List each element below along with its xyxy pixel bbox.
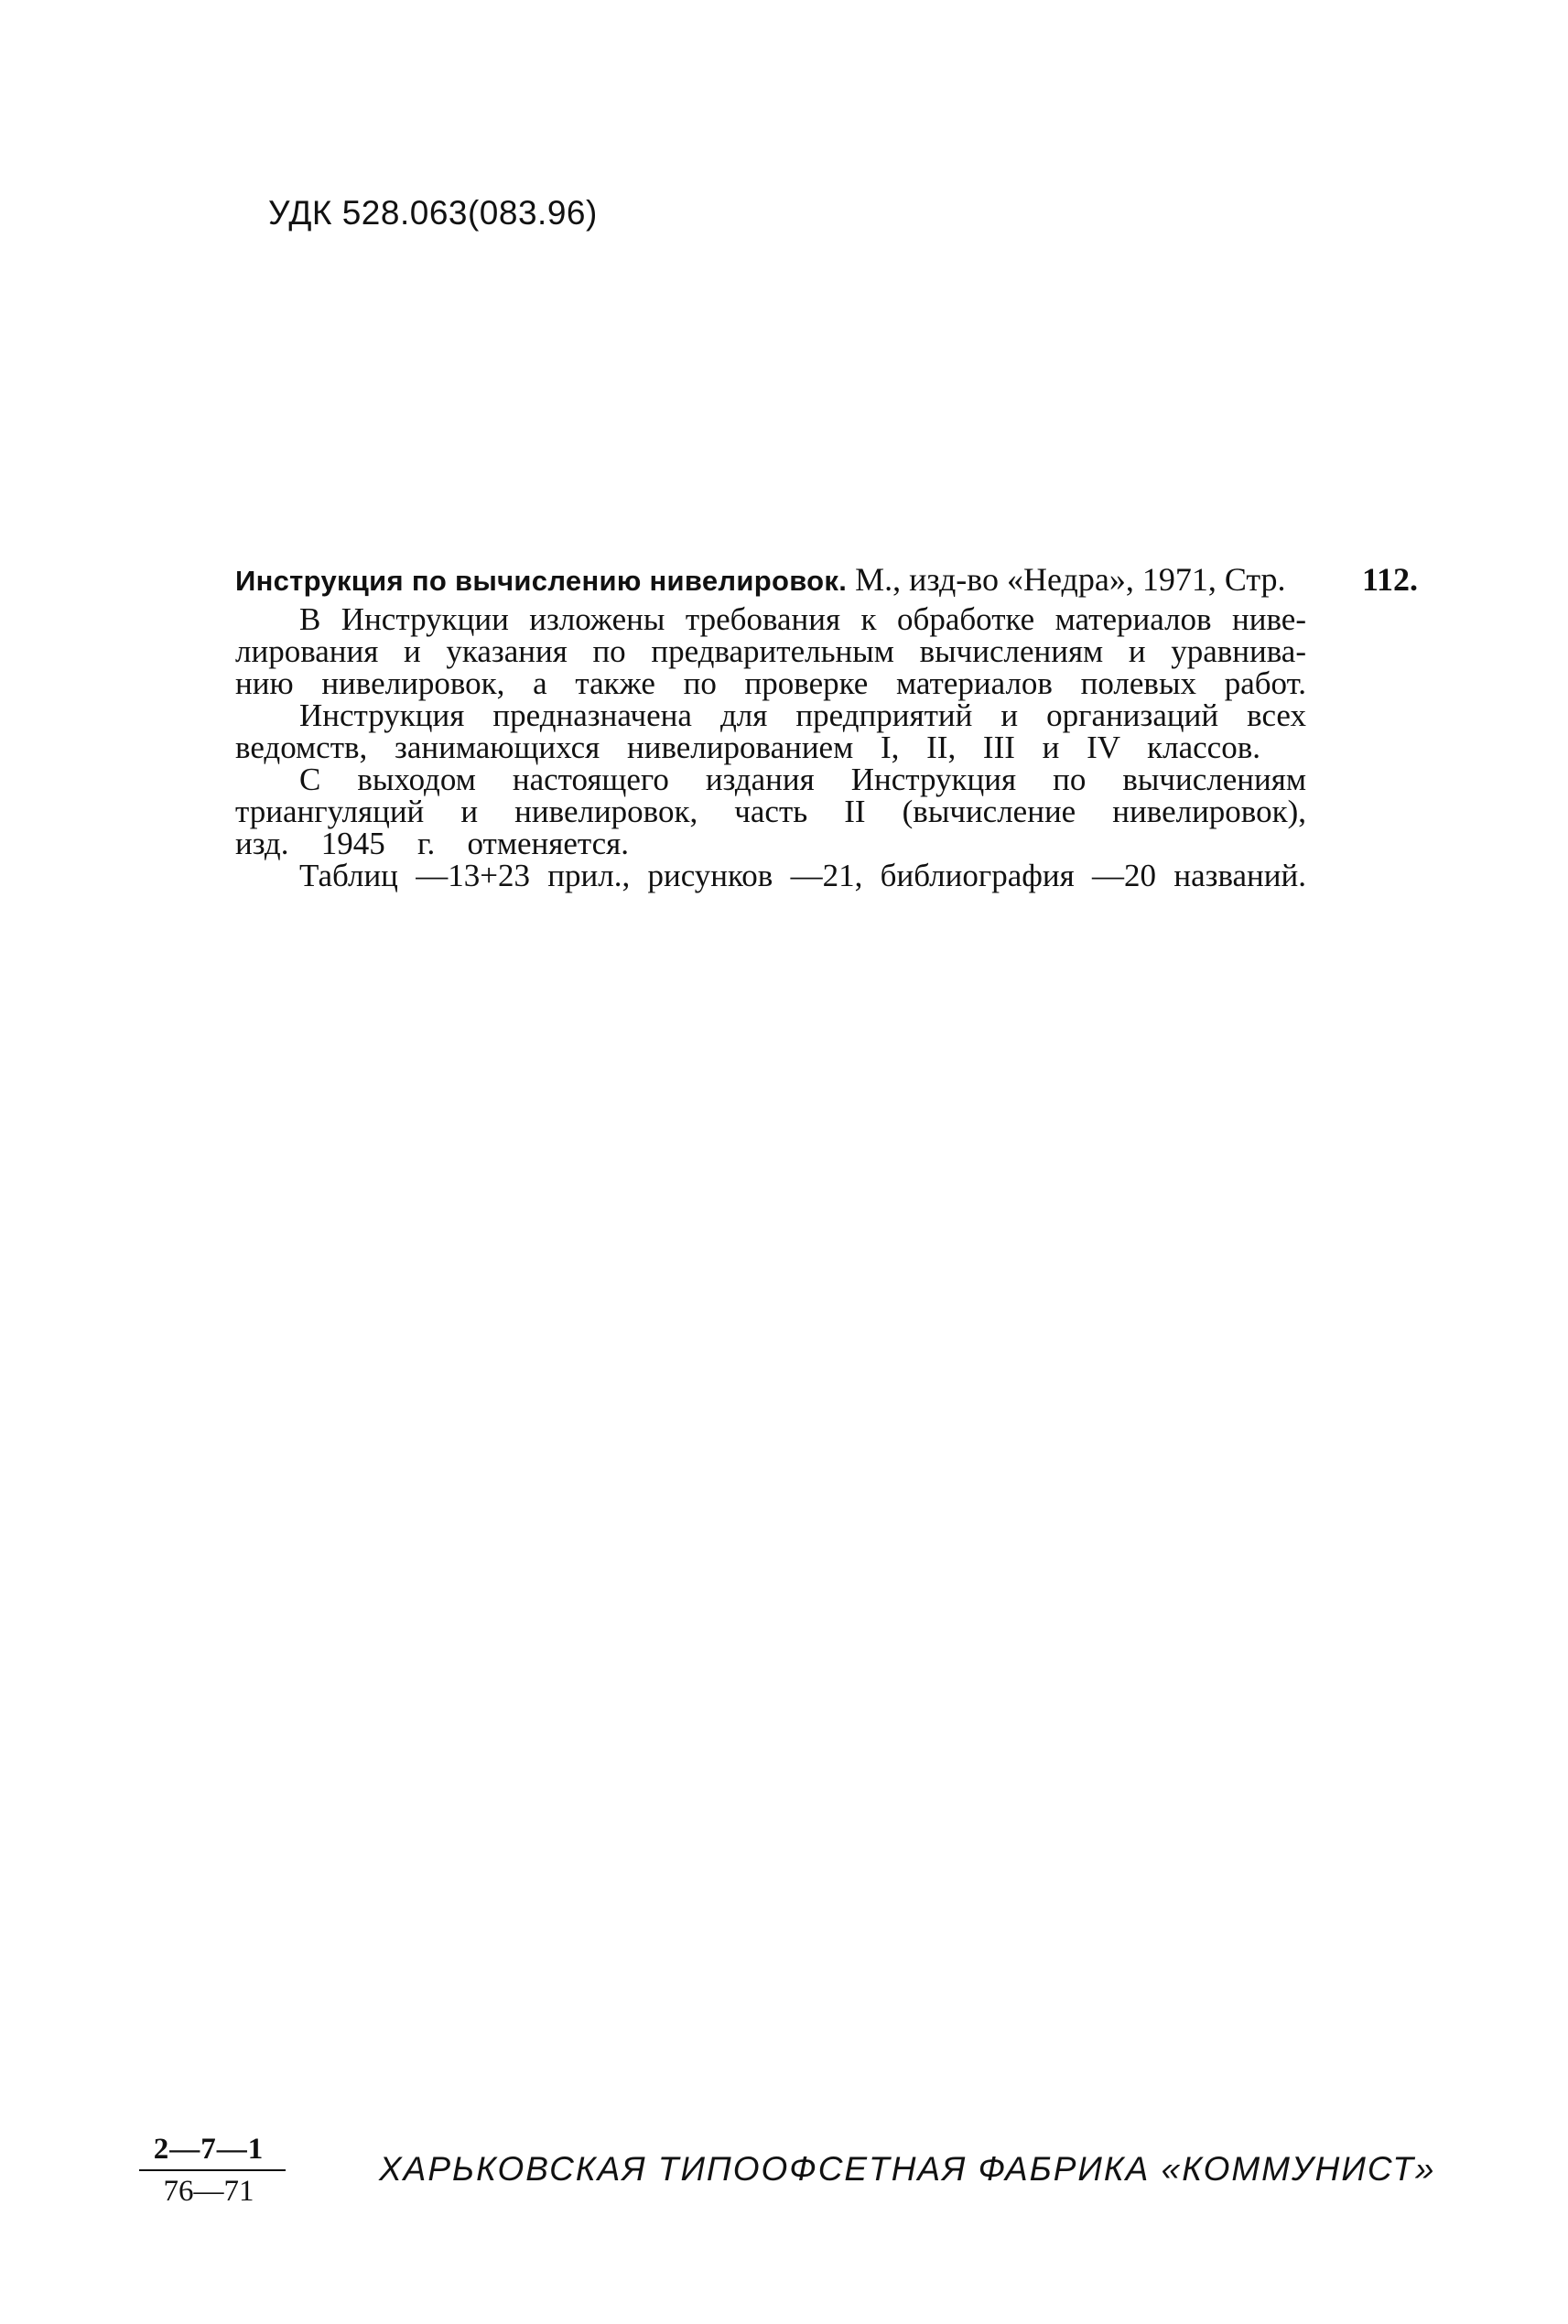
imprint-denominator: 76—71 (163, 2175, 254, 2208)
text-line: Таблиц —13+23 прил., рисунков —21, библиография —20 названий. (299, 858, 1306, 893)
abstract-paragraph-1 (235, 603, 1306, 699)
imprint-numerator: 2—7—1 (153, 2133, 265, 2166)
text-line: С выходом настоящего издания Инструкция по вычислениям (299, 762, 1306, 797)
fraction-bar (139, 2169, 286, 2171)
printer-name: ХАРЬКОВСКАЯ ТИПООФСЕТНАЯ ФАБРИКА «КОММУНИСТ» (379, 2150, 1436, 2188)
imprint-index (145, 2131, 273, 2210)
text-line: лирования и указания по предварительным вычислениям и уравнива- (235, 633, 1306, 669)
book-title: Инструкция по вычислению нивелировок. (235, 565, 848, 597)
text-line: изд. 1945 г. отменяется. (235, 826, 629, 861)
text-line: Инструкция предназначена для предприятий и организаций всех (299, 697, 1306, 733)
text-line: нию нивелировок, а также по проверке материалов полевых работ. (235, 665, 1306, 701)
abstract-block (235, 561, 1418, 893)
udk-code: УДК 528.063(083.96) (268, 194, 598, 232)
text-line: ведомств, занимающихся нивелированием I, II, III и IV классов. (235, 730, 1260, 765)
text-line: В Инструкции изложены требования к обработке материалов ниве- (299, 601, 1306, 637)
abstract-paragraph-4 (235, 859, 1306, 892)
publisher-info: М., изд-во «Недра», 1971, Стр. (855, 561, 1286, 598)
abstract-paragraph-2 (235, 699, 1306, 763)
abstract-paragraph-3 (235, 763, 1306, 859)
page-count: 112. (1361, 561, 1418, 598)
bibliographic-reference (235, 561, 1418, 598)
text-line: триангуляций и нивелировок, часть II (вычисление нивелировок), (235, 794, 1306, 829)
